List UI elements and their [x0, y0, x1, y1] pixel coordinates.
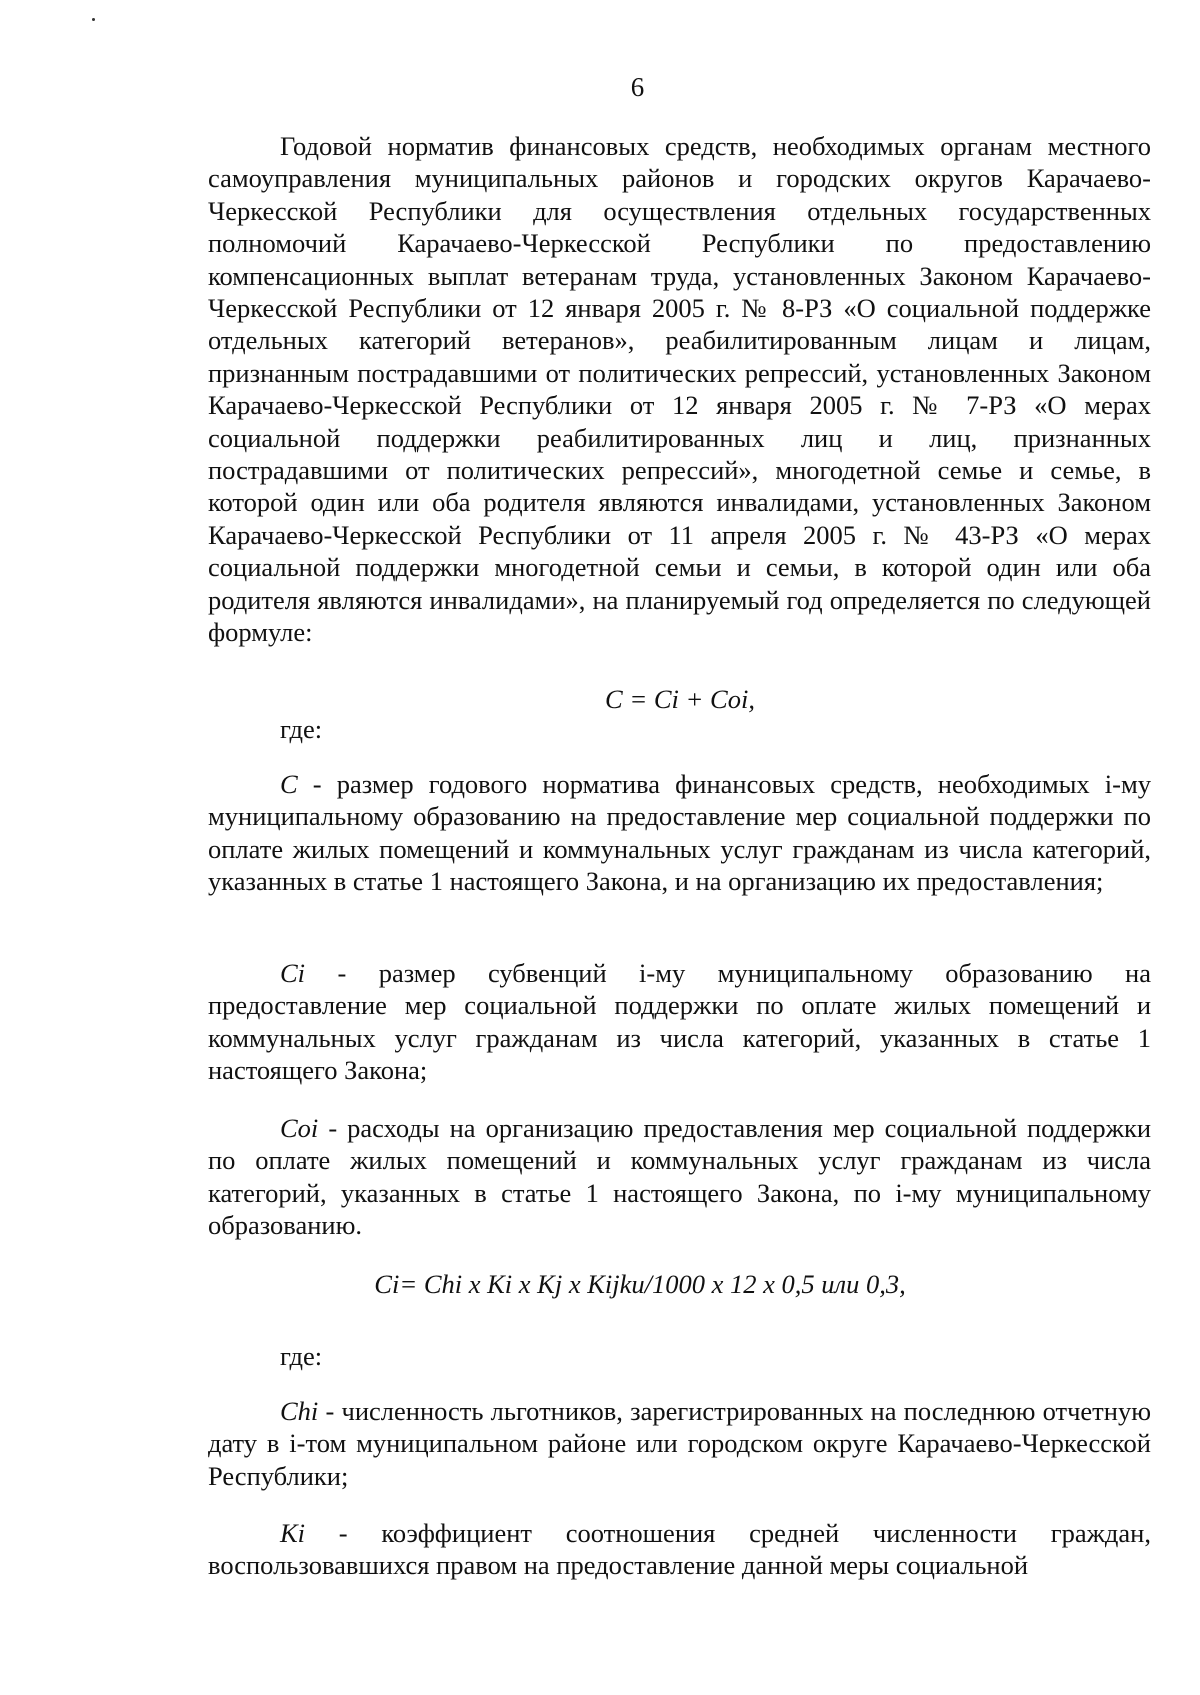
formula-c: C = Ci + Coi,	[605, 684, 755, 714]
definition-ki	[208, 1517, 1151, 1582]
scan-speck	[92, 18, 95, 21]
definition-chi	[208, 1395, 1151, 1492]
term-c: C	[280, 769, 298, 799]
definition-ci-text: - размер субвенций i-му муниципальному образованию на предоставление мер социальной поддержки по оплате жилых помещений и коммунальных услуг гражданам из числа категорий, указанных в статье 1 настоящего Закона;	[208, 958, 1151, 1086]
intro-paragraph: Годовой норматив финансовых средств, необходимых органам местного самоуправления муниципальных районов и городских округов Карачаево-Черкесской Республики для осуществления отдельных государственных полномочий Карачаево-Черкесской Республики по предоставлению компенсационных выплат ветеранам труда, установленных Законом Карачаево-Черкесской Республики от 12 января 2005 г. № 8-РЗ «О социальной поддержке отдельных категорий ветеранов», реабилитированным лицам и лицам, признанным пострадавшими от политических репрессий, установленных Законом Карачаево-Черкесской Республики от 12 января 2005 г. № 7-РЗ «О мерах социальной поддержки реабилитированных лиц и лиц, признанных пострадавшими от политических репрессий», многодетной семье и семье, в которой один или оба родителя являются инвалидами, установленных Законом Карачаево-Черкесской Республики от 11 апреля 2005 г. № 43-РЗ «О мерах социальной поддержки многодетной семьи и семьи, в которой один или оба родителя являются инвалидами», на планируемый год определяется по следующей формуле:	[208, 131, 1151, 648]
definition-coi-text: - расходы на организацию предоставления мер социальной поддержки по оплате жилых помещений и коммунальных услуг гражданам из числа категорий, указанных в статье 1 настоящего Закона, по i-му муниципальному образованию.	[208, 1113, 1151, 1241]
definition-coi	[208, 1112, 1151, 1242]
document-body	[208, 130, 1151, 649]
definition-c	[208, 768, 1151, 898]
where-label-2: где:	[280, 1341, 323, 1371]
term-coi: Coi	[280, 1113, 319, 1143]
term-ci: Ci	[280, 958, 306, 988]
definition-ki-text: - коэффициент соотношения средней численности граждан, воспользовавшихся правом на предоставление данной меры социальной	[208, 1518, 1151, 1581]
term-chi: Chi	[280, 1396, 319, 1426]
term-ki: Ki	[280, 1518, 306, 1548]
page-number: 6	[630, 72, 645, 102]
formula-ci: Ci= Chi x Ki x Kj x Kijku/1000 x 12 x 0,5 или 0,3,	[374, 1269, 906, 1299]
definition-ci	[208, 957, 1151, 1087]
definition-chi-text: - численность льготников, зарегистрированных на последнюю отчетную дату в i-том муниципальном районе или городском округе Карачаево-Черкесской Республики;	[208, 1396, 1151, 1491]
where-label-1: где:	[280, 714, 323, 744]
definition-c-text: - размер годового норматива финансовых средств, необходимых i-му муниципальному образованию на предоставление мер социальной поддержки по оплате жилых помещений и коммунальных услуг гражданам из числа категорий, указанных в статье 1 настоящего Закона, и на организацию их предоставления;	[208, 769, 1151, 897]
